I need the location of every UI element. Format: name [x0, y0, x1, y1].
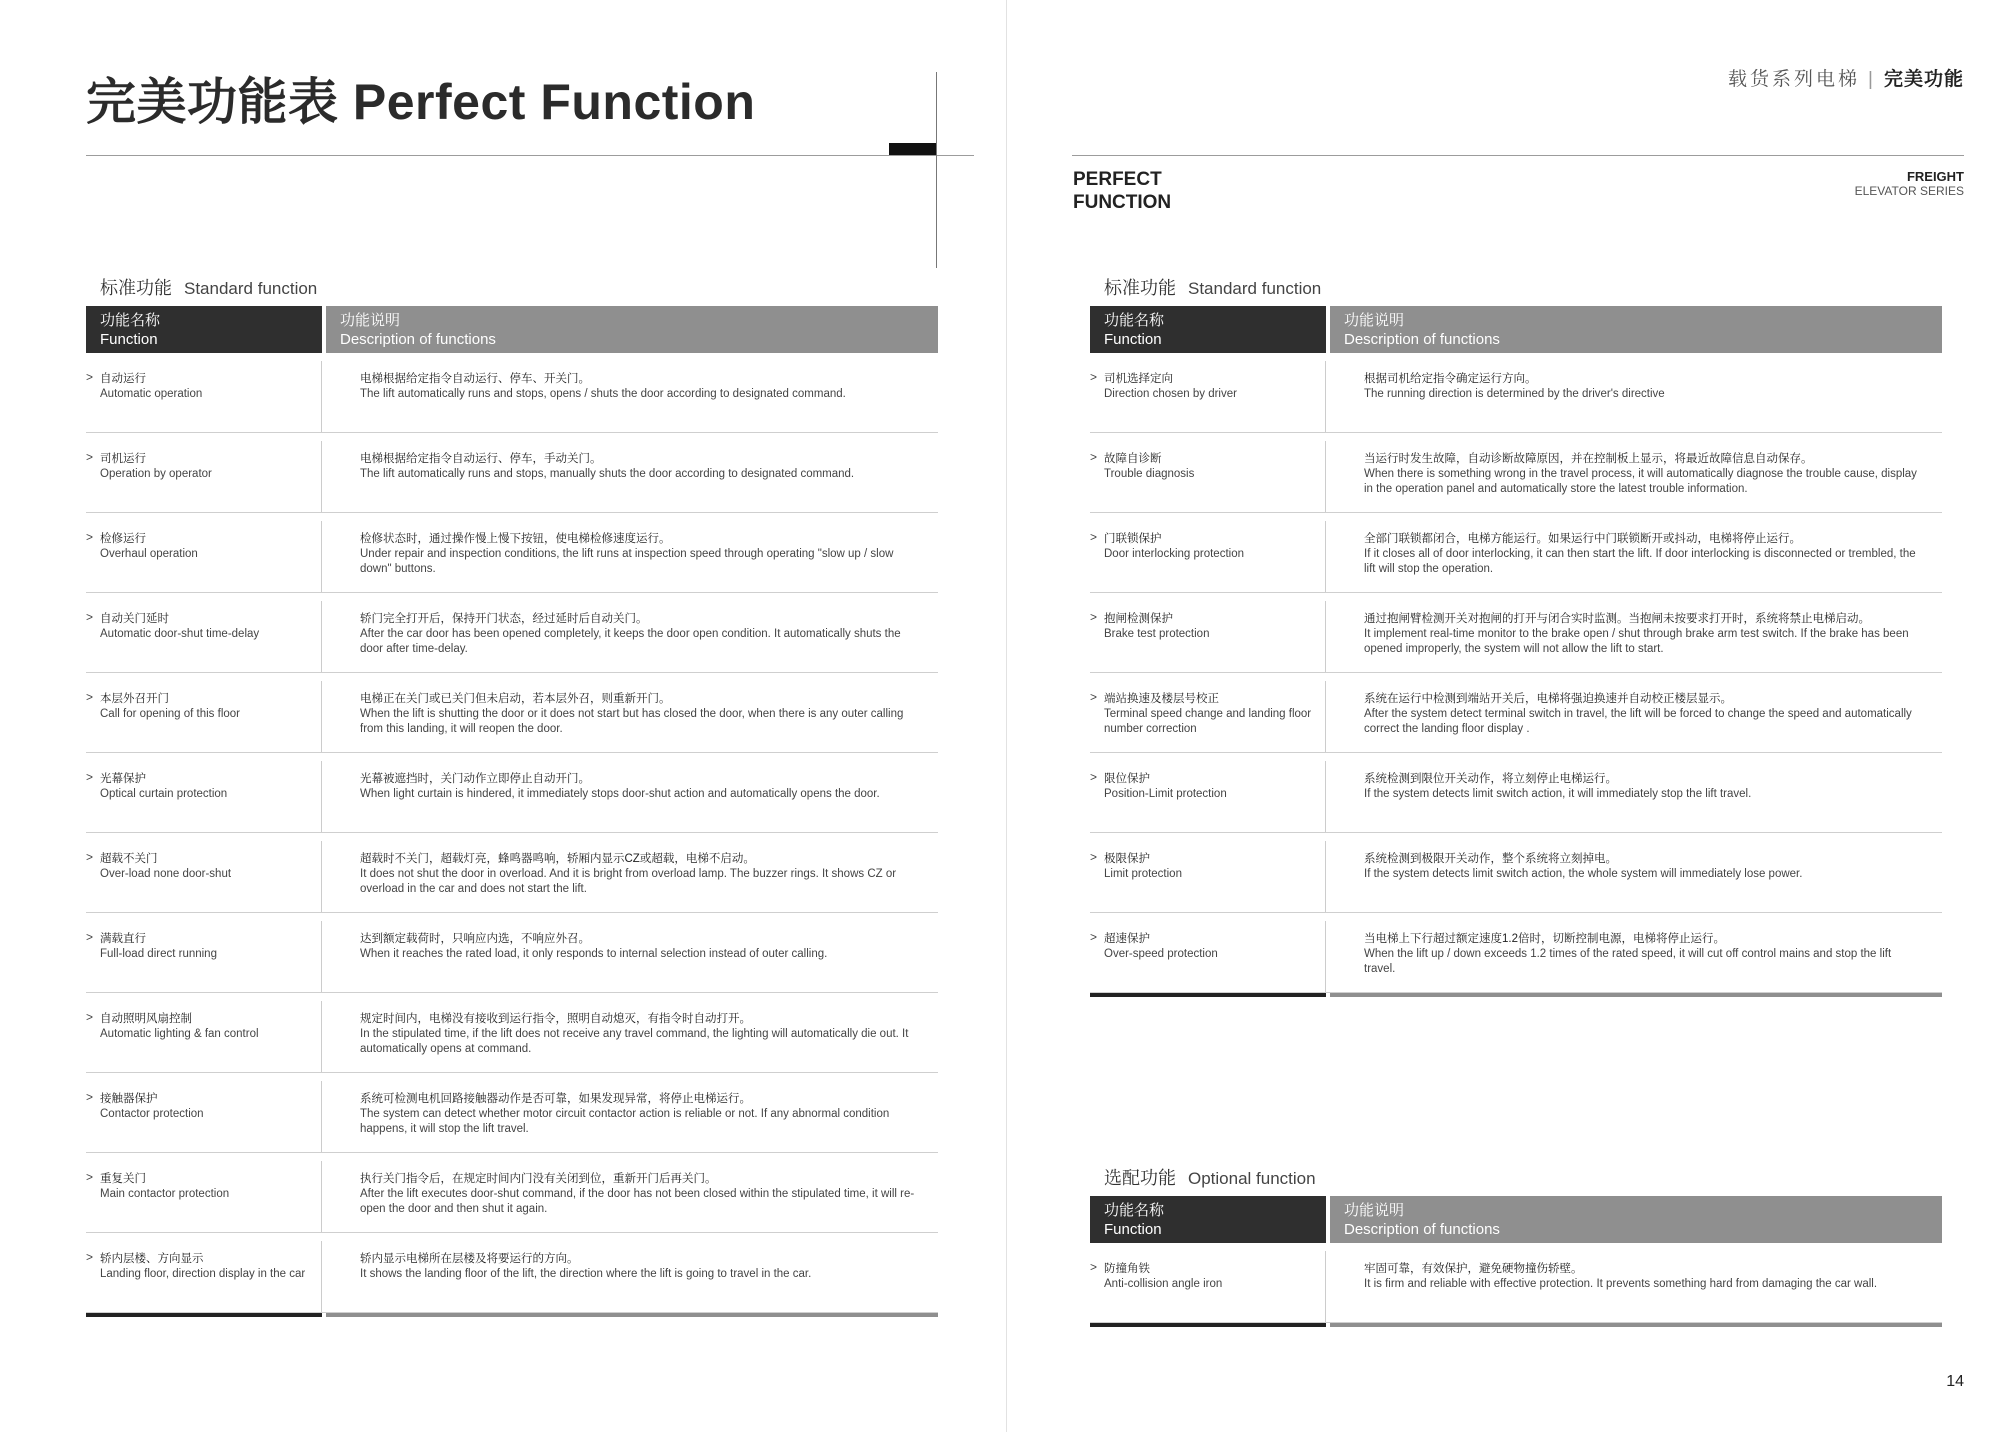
function-name-cell [1090, 913, 1326, 992]
optional-section [1090, 1164, 1942, 1327]
function-name-en: Limit protection [1104, 868, 1182, 880]
table-row [86, 673, 938, 753]
section-title [100, 274, 938, 306]
function-name-cn: > 门联锁保护 [1104, 533, 1162, 545]
description-en: If it closes all of door interlocking, it can then start the lift. If door interlocking is disconnected or trembled, the lift will stop the operation. [1364, 548, 1916, 575]
function-name-en: Over-speed protection [1104, 948, 1218, 960]
table-row [86, 513, 938, 593]
function-description-cell [1330, 1243, 1942, 1322]
function-name-en: Brake test protection [1104, 628, 1210, 640]
function-name-cn: > 本层外召开门 [100, 693, 169, 705]
header-rule [86, 155, 974, 156]
function-name-cn: > 抱闸检测保护 [1104, 613, 1173, 625]
description-en: When there is something wrong in the travel process, it will automatically diagnose the trouble cause, display in the operation panel and automatically store the latest trouble information. [1364, 468, 1917, 495]
function-name-cell [1090, 433, 1326, 512]
table-row [1090, 353, 1942, 433]
function-description-cell [326, 513, 938, 592]
description-cn: 电梯根据给定指令自动运行、停车，手动关门。 [360, 453, 602, 465]
description-cn: 电梯正在关门或已关门但未启动，若本层外召，则重新开门。 [360, 693, 671, 705]
column-header-function: 功能名称 Function [1090, 1196, 1326, 1243]
function-name-cell [86, 993, 322, 1072]
function-name-cell [1090, 593, 1326, 672]
table-row [1090, 1243, 1942, 1323]
column-header-description: 功能说明 Description of functions [1330, 1196, 1942, 1243]
table-row [86, 1153, 938, 1233]
function-description-cell [326, 353, 938, 432]
description-cn: 超载时不关门，超载灯亮，蜂鸣器鸣响，轿厢内显示CZ或超载，电梯不启动。 [360, 853, 755, 865]
function-name-cn: > 超载不关门 [100, 853, 158, 865]
description-en: If the system detects limit switch action, the whole system will immediately lose power. [1364, 868, 1803, 880]
function-name-en: Main contactor protection [100, 1188, 230, 1200]
table-row [86, 1233, 938, 1313]
table-header [1090, 1196, 1942, 1243]
table-header [86, 306, 938, 353]
table-row [86, 433, 938, 513]
function-name-cell [1090, 513, 1326, 592]
description-en: The lift automatically runs and stops, manually shuts the door according to designated command. [360, 468, 855, 480]
description-cn: 全部门联锁都闭合，电梯方能运行。如果运行中门联锁断开或抖动，电梯将停止运行。 [1364, 533, 1801, 545]
description-en: The lift automatically runs and stops, opens / shuts the door according to designated command. [360, 388, 846, 400]
function-name-cell [1090, 1243, 1326, 1322]
freight-line-2: ELEVATOR SERIES [1854, 184, 1964, 198]
function-description-cell [326, 1233, 938, 1312]
table-row [1090, 593, 1942, 673]
function-description-cell [326, 673, 938, 752]
description-en: After the system detect terminal switch in travel, the lift will be forced to change the speed and automatically correct the landing floor display . [1364, 708, 1912, 735]
table-row [1090, 753, 1942, 833]
function-description-cell [1330, 433, 1942, 512]
table-row [1090, 833, 1942, 913]
function-name-cell [1090, 353, 1326, 432]
function-name-cn: > 自动照明风扇控制 [100, 1013, 192, 1025]
function-description-cell [1330, 753, 1942, 832]
description-cn: 执行关门指令后，在规定时间内门没有关闭到位，重新开门后再关门。 [360, 1173, 717, 1185]
table-row [1090, 433, 1942, 513]
freight-line-1: FREIGHT [1906, 169, 1964, 184]
description-en: Under repair and inspection conditions, the lift runs at inspection speed through operating "slow up / slow down" buttons. [360, 548, 894, 575]
section-title-cn: 选配功能 [1104, 1168, 1176, 1188]
description-en: It is firm and reliable with effective protection. It prevents something hard from damaging the car wall. [1364, 1278, 1878, 1290]
brand-series: 载货系列电梯 [1728, 69, 1861, 90]
function-name-cell [86, 513, 322, 592]
function-name-cell [86, 433, 322, 512]
function-name-cell [1090, 673, 1326, 752]
function-description-cell [1330, 353, 1942, 432]
description-cn: 系统检测到极限开关动作，整个系统将立刻掉电。 [1364, 853, 1617, 865]
function-name-cn: > 检修运行 [100, 533, 146, 545]
function-name-cn: > 自动关门延时 [100, 613, 169, 625]
function-name-cell [1090, 753, 1326, 832]
function-name-cell [86, 1073, 322, 1152]
function-name-en: Operation by operator [100, 468, 212, 480]
function-name-en: Call for opening of this floor [100, 708, 240, 720]
function-name-cn: > 限位保护 [1104, 773, 1150, 785]
table-row [86, 833, 938, 913]
left-standard-section [86, 274, 938, 1317]
header-accent-block [889, 143, 936, 155]
brand-breadcrumb [1620, 64, 1964, 91]
description-cn: 通过抱闸臂检测开关对抱闸的打开与闭合实时监测。当抱闸未按要求打开时，系统将禁止电梯启动。 [1364, 613, 1870, 625]
description-cn: 系统检测到限位开关动作，将立刻停止电梯运行。 [1364, 773, 1617, 785]
description-cn: 轿门完全打开后，保持开门状态，经过延时后自动关门。 [360, 613, 648, 625]
function-name-en: Overhaul operation [100, 548, 198, 560]
table-row [86, 913, 938, 993]
table-row [1090, 673, 1942, 753]
function-name-cell [86, 753, 322, 832]
description-cn: 牢固可靠，有效保护，避免硬物撞伤轿壁。 [1364, 1263, 1583, 1275]
page-number: 14 [1946, 1373, 1964, 1390]
function-name-cn: > 司机选择定向 [1104, 373, 1173, 385]
column-header-function: 功能名称 Function [1090, 306, 1326, 353]
column-header-description: 功能说明 Description of functions [326, 306, 938, 353]
perfect-line-2: FUNCTION [1073, 192, 1172, 213]
function-name-cn: > 司机运行 [100, 453, 146, 465]
description-cn: 根据司机给定指令确定运行方向。 [1364, 373, 1537, 385]
function-name-cell [86, 593, 322, 672]
table-row [86, 593, 938, 673]
function-name-cn: > 重复关门 [100, 1173, 146, 1185]
optional-table-body [1090, 1243, 1942, 1323]
function-name-cn: > 超速保护 [1104, 933, 1150, 945]
function-description-cell [1330, 673, 1942, 752]
function-name-en: Anti-collision angle iron [1104, 1278, 1223, 1290]
function-name-en: Automatic operation [100, 388, 203, 400]
description-en: It does not shut the door in overload. And it is bright from overload lamp. The buzzer rings. It shows CZ or overload in the car and does not start the lift. [360, 868, 897, 895]
function-name-cn: > 满载直行 [100, 933, 146, 945]
table-row [86, 1073, 938, 1153]
function-name-cell [86, 1153, 322, 1232]
function-description-cell [1330, 913, 1942, 992]
function-name-en: Over-load none door-shut [100, 868, 232, 880]
function-name-cn: > 端站换速及楼层号校正 [1104, 693, 1219, 705]
description-en: When light curtain is hindered, it immediately stops door-shut action and automatically opens the door. [360, 788, 880, 800]
description-cn: 检修状态时，通过操作慢上慢下按钮，使电梯检修速度运行。 [360, 533, 671, 545]
perfect-line-1: PERFECT [1073, 169, 1162, 190]
table-header [1090, 306, 1942, 353]
function-name-en: Landing floor, direction display in the car [100, 1268, 306, 1280]
description-en: After the lift executes door-shut command, if the door has not been closed within the stipulated time, it will re-open the door and then shut it again. [360, 1188, 915, 1215]
function-name-cell [1090, 833, 1326, 912]
function-name-en: Optical curtain protection [100, 788, 228, 800]
table-row [86, 753, 938, 833]
function-name-cn: > 自动运行 [100, 373, 146, 385]
section-title-en: Standard function [184, 279, 318, 298]
function-name-cell [86, 833, 322, 912]
function-name-en: Terminal speed change and landing floor number correction [1104, 708, 1312, 735]
function-description-cell [1330, 833, 1942, 912]
table-footer [1090, 1323, 1942, 1327]
function-name-cn: > 极限保护 [1104, 853, 1150, 865]
description-en: When the lift is shutting the door or it does not start but has closed the door, when there is any outer calling from this landing, it will reopen the door. [360, 708, 904, 735]
description-cn: 系统可检测电机回路接触器动作是否可靠，如果发现异常，将停止电梯运行。 [360, 1093, 751, 1105]
right-table-body [1090, 353, 1942, 993]
function-name-en: Full-load direct running [100, 948, 217, 960]
function-description-cell [326, 993, 938, 1072]
table-row [1090, 513, 1942, 593]
section-title [1104, 274, 1942, 306]
description-cn: 达到额定载荷时，只响应内选，不响应外召。 [360, 933, 590, 945]
description-en: The running direction is determined by the driver's directive [1364, 388, 1665, 400]
brand-section: 完美功能 [1883, 69, 1964, 90]
page-title: 完美功能表 Perfect Function [86, 74, 756, 130]
function-name-en: Automatic lighting & fan control [100, 1028, 259, 1040]
description-cn: 电梯根据给定指令自动运行、停车、开关门。 [360, 373, 590, 385]
function-name-cell [86, 913, 322, 992]
description-en: When it reaches the rated load, it only responds to internal selection instead of outer calling. [360, 948, 828, 960]
right-standard-section [1090, 274, 1942, 997]
description-en: The system can detect whether motor circuit contactor action is reliable or not. If any abnormal condition happens, it will stop the lift travel. [360, 1108, 890, 1135]
function-name-en: Position-Limit protection [1104, 788, 1227, 800]
description-cn: 光幕被遮挡时，关门动作立即停止自动开门。 [360, 773, 590, 785]
function-description-cell [326, 593, 938, 672]
breadcrumb-separator: | [1868, 69, 1876, 90]
section-title-cn: 标准功能 [100, 278, 172, 298]
function-name-cell [86, 353, 322, 432]
function-description-cell [326, 1153, 938, 1232]
header-vertical-rule [936, 72, 937, 268]
function-name-cell [86, 673, 322, 752]
function-name-cell [86, 1233, 322, 1312]
function-name-en: Direction chosen by driver [1104, 388, 1237, 400]
function-description-cell [326, 433, 938, 512]
function-name-en: Trouble diagnosis [1104, 468, 1195, 480]
header-rule-right [1072, 155, 1964, 156]
perfect-function-label [1073, 168, 1171, 214]
description-cn: 当运行时发生故障，自动诊断故障原因，并在控制板上显示，将最近故障信息自动保存。 [1364, 453, 1813, 465]
function-name-en: Automatic door-shut time-delay [100, 628, 260, 640]
description-en: When the lift up / down exceeds 1.2 times of the rated speed, it will cut off control mains and stop the lift travel. [1364, 948, 1892, 975]
description-en: It implement real-time monitor to the brake open / shut through brake arm test switch. If the brake has been opened improperly, the system will not allow the lift to start. [1364, 628, 1909, 655]
table-footer [86, 1313, 938, 1317]
page-divider [1006, 0, 1007, 1432]
description-cn: 当电梯上下行超过额定速度1.2倍时，切断控制电源，电梯将停止运行。 [1364, 933, 1725, 945]
function-description-cell [326, 753, 938, 832]
function-description-cell [1330, 513, 1942, 592]
description-cn: 系统在运行中检测到端站开关后，电梯将强迫换速并自动校正楼层显示。 [1364, 693, 1732, 705]
section-title-en: Standard function [1188, 279, 1322, 298]
section-title-cn: 标准功能 [1104, 278, 1176, 298]
description-cn: 轿内显示电梯所在层楼及将要运行的方向。 [360, 1253, 579, 1265]
function-description-cell [326, 833, 938, 912]
description-en: If the system detects limit switch action, it will immediately stop the lift travel. [1364, 788, 1752, 800]
function-description-cell [1330, 593, 1942, 672]
function-name-cn: > 轿内层楼、方向显示 [100, 1253, 204, 1265]
section-title-en: Optional function [1188, 1169, 1316, 1188]
function-name-en: Contactor protection [100, 1108, 204, 1120]
function-description-cell [326, 1073, 938, 1152]
function-name-cn: > 故障自诊断 [1104, 453, 1162, 465]
column-header-function: 功能名称 Function [86, 306, 322, 353]
description-en: In the stipulated time, if the lift does not receive any travel command, the lighting will automatically die out. It automatically opens at command. [360, 1028, 909, 1055]
table-footer [1090, 993, 1942, 997]
left-table-body [86, 353, 938, 1313]
description-en: It shows the landing floor of the lift, the direction where the lift is going to travel in the car. [360, 1268, 812, 1280]
table-row [86, 353, 938, 433]
function-name-cn: > 防撞角铁 [1104, 1263, 1150, 1275]
function-name-en: Door interlocking protection [1104, 548, 1244, 560]
description-cn: 规定时间内，电梯没有接收到运行指令，照明自动熄灭，有指令时自动打开。 [360, 1013, 751, 1025]
table-row [86, 993, 938, 1073]
function-description-cell [326, 913, 938, 992]
column-header-description: 功能说明 Description of functions [1330, 306, 1942, 353]
table-row [1090, 913, 1942, 993]
function-name-cn: > 光幕保护 [100, 773, 146, 785]
function-name-cn: > 接触器保护 [100, 1093, 158, 1105]
freight-label [1760, 169, 1964, 199]
section-title [1104, 1164, 1942, 1196]
description-en: After the car door has been opened completely, it keeps the door open condition. It automatically shuts the door after time-delay. [360, 628, 901, 655]
